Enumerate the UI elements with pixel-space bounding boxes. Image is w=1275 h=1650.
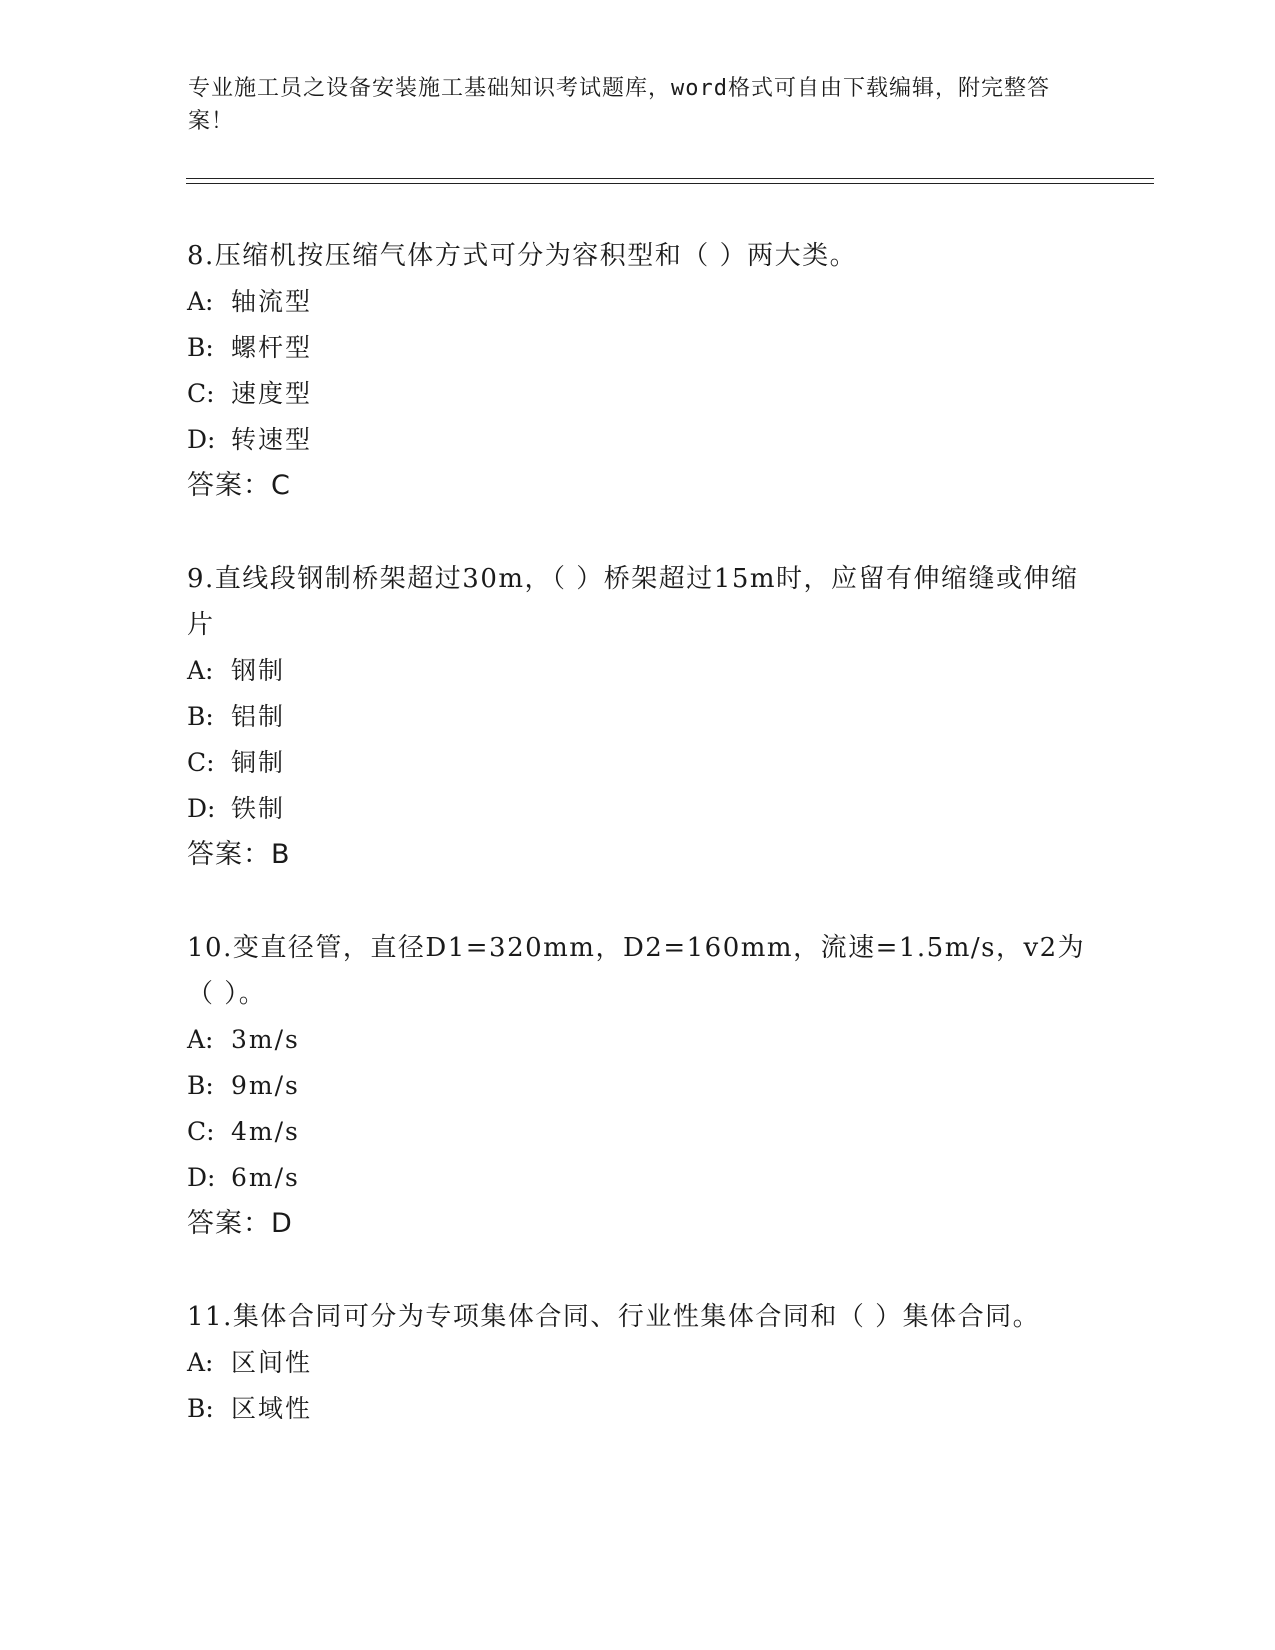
option-letter: B: bbox=[187, 1394, 214, 1423]
option-text: 转速型 bbox=[231, 425, 313, 454]
option-letter: C: bbox=[187, 1117, 215, 1146]
header-divider-top bbox=[186, 178, 1154, 179]
option-a bbox=[187, 1017, 1087, 1063]
option-b bbox=[187, 325, 1087, 371]
option-letter: C: bbox=[187, 379, 215, 408]
option-text: 6m/s bbox=[231, 1163, 300, 1192]
option-d bbox=[187, 786, 1087, 832]
answer-line: 答案：C bbox=[187, 470, 291, 501]
answer-line: 答案：D bbox=[187, 1208, 293, 1239]
option-c bbox=[187, 371, 1087, 417]
question-list bbox=[187, 233, 1087, 1479]
option-text: 速度型 bbox=[231, 379, 313, 408]
header-title: 专业施工员之设备安装施工基础知识考试题库，word格式可自由下载编辑，附完整答案！ bbox=[188, 76, 1050, 134]
question-9 bbox=[187, 556, 1087, 878]
option-text: 铁制 bbox=[231, 794, 286, 823]
answer-line: 答案：B bbox=[187, 839, 291, 870]
question-10 bbox=[187, 925, 1087, 1247]
question-stem: 10.变直径管，直径D1=320mm，D2=160mm，流速=1.5m/s，v2为（ ）。 bbox=[187, 933, 1086, 1009]
option-b bbox=[187, 694, 1087, 740]
option-a bbox=[187, 1340, 1087, 1386]
option-c bbox=[187, 1109, 1087, 1155]
question-stem: 11.集体合同可分为专项集体合同、行业性集体合同和（ ）集体合同。 bbox=[187, 1302, 1041, 1332]
option-text: 3m/s bbox=[231, 1025, 300, 1054]
option-letter: D: bbox=[187, 425, 216, 454]
option-letter: B: bbox=[187, 1071, 214, 1100]
option-text: 区间性 bbox=[231, 1348, 313, 1377]
option-letter: B: bbox=[187, 702, 214, 731]
option-b bbox=[187, 1063, 1087, 1109]
option-a bbox=[187, 648, 1087, 694]
option-text: 轴流型 bbox=[231, 287, 313, 316]
option-letter: A: bbox=[187, 1025, 214, 1054]
option-letter: B: bbox=[187, 333, 214, 362]
option-letter: D: bbox=[187, 794, 216, 823]
option-text: 铝制 bbox=[231, 702, 286, 731]
option-letter: A: bbox=[187, 287, 214, 316]
question-stem: 9.直线段钢制桥架超过30m，（ ）桥架超过15m时，应留有伸缩缝或伸缩片 bbox=[187, 564, 1079, 640]
option-letter: A: bbox=[187, 656, 214, 685]
option-b bbox=[187, 1386, 1087, 1432]
option-d bbox=[187, 417, 1087, 463]
option-letter: A: bbox=[187, 1348, 214, 1377]
document-header bbox=[188, 72, 1068, 138]
option-d bbox=[187, 1155, 1087, 1201]
option-text: 螺杆型 bbox=[231, 333, 313, 362]
option-text: 4m/s bbox=[231, 1117, 300, 1146]
option-letter: D: bbox=[187, 1163, 216, 1192]
option-c bbox=[187, 740, 1087, 786]
option-letter: C: bbox=[187, 748, 215, 777]
option-text: 9m/s bbox=[231, 1071, 300, 1100]
option-a bbox=[187, 279, 1087, 325]
question-11 bbox=[187, 1294, 1087, 1432]
header-divider-bottom bbox=[186, 183, 1154, 184]
question-stem: 8.压缩机按压缩气体方式可分为容积型和（ ）两大类。 bbox=[187, 241, 858, 271]
question-8 bbox=[187, 233, 1087, 509]
option-text: 钢制 bbox=[231, 656, 286, 685]
option-text: 铜制 bbox=[231, 748, 286, 777]
option-text: 区域性 bbox=[231, 1394, 313, 1423]
